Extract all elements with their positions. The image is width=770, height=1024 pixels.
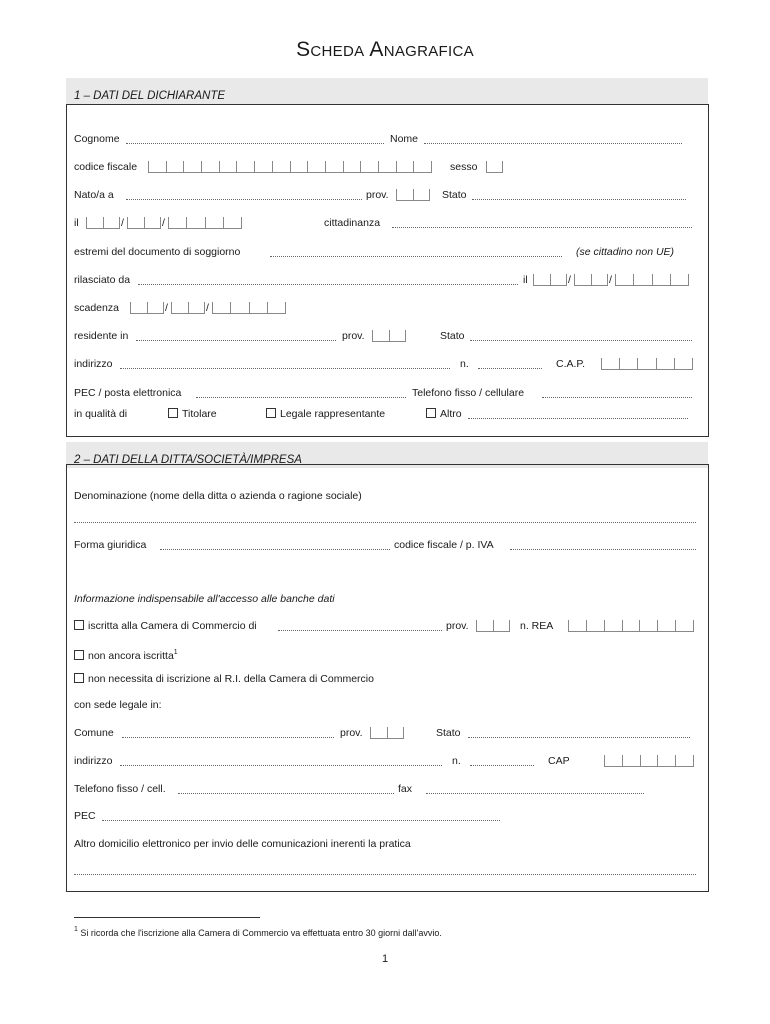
- iscritta-prov-cells[interactable]: [476, 620, 510, 632]
- residente-stato-field[interactable]: [470, 340, 692, 341]
- sede-telefono-field[interactable]: [178, 793, 394, 794]
- non-ancora-checkbox[interactable]: [74, 650, 84, 660]
- row-non-necessita: [74, 671, 696, 687]
- residente-prov-cells[interactable]: [372, 330, 406, 342]
- pec-field[interactable]: [196, 397, 406, 398]
- sede-prov-cells[interactable]: [370, 727, 404, 739]
- sede-stato-label: Stato: [436, 727, 461, 739]
- non-necessita-checkbox[interactable]: [74, 673, 84, 683]
- footnote-rule: [74, 917, 260, 918]
- nome-field[interactable]: [424, 143, 682, 144]
- se-cittadino-note: (se cittadino non UE): [576, 246, 675, 258]
- sesso-cell[interactable]: [486, 161, 503, 173]
- cittadinanza-field[interactable]: [392, 227, 692, 228]
- altro-label: Altro: [440, 408, 462, 420]
- sede-pec-field[interactable]: [102, 820, 500, 821]
- section-1-title: 1 – DATI DEL DICHIARANTE: [74, 90, 226, 102]
- codice-fiscale-cells[interactable]: [148, 161, 432, 173]
- sede-stato-field[interactable]: [468, 737, 690, 738]
- con-sede-label: con sede legale in:: [74, 699, 162, 711]
- denominazione-field[interactable]: [74, 522, 696, 523]
- sede-indirizzo-field[interactable]: [120, 765, 442, 766]
- titolare-option[interactable]: [168, 406, 217, 422]
- pec-label: PEC / posta elettronica: [74, 387, 182, 399]
- camera-commercio-field[interactable]: [278, 630, 442, 631]
- data-nascita-label: il: [74, 217, 79, 229]
- row-data-cittadinanza: il / / cittadinanza: [74, 215, 696, 231]
- scadenza-mese[interactable]: [171, 302, 205, 314]
- page-number: 1: [381, 953, 389, 965]
- legale-checkbox[interactable]: [266, 408, 276, 418]
- fax-field[interactable]: [426, 793, 644, 794]
- row-scadenza: scadenza / /: [74, 300, 696, 316]
- rilascio-anno[interactable]: [615, 274, 689, 286]
- scadenza-label: scadenza: [74, 302, 119, 314]
- sede-indirizzo-label: indirizzo: [74, 755, 113, 767]
- nato-prov-label: prov.: [366, 189, 389, 201]
- rea-cells[interactable]: [568, 620, 694, 632]
- nato-stato-field[interactable]: [472, 199, 686, 200]
- sede-cap-cells[interactable]: [604, 755, 694, 767]
- nato-a-label: Nato/a a: [74, 189, 114, 201]
- iscritta-option[interactable]: [74, 618, 257, 634]
- residente-stato-label: Stato: [440, 330, 465, 342]
- sesso-label: sesso: [450, 161, 478, 173]
- row-altro-domicilio: [74, 836, 696, 852]
- residente-prov-label: prov.: [342, 330, 365, 342]
- section-1-header: [66, 78, 708, 104]
- numero-label: n.: [460, 358, 469, 370]
- page-title: Scheda Anagrafica: [296, 38, 474, 61]
- row-documento: [74, 244, 696, 260]
- titolare-label: Titolare: [182, 408, 217, 420]
- footnote: [74, 926, 442, 938]
- cf-iva-field[interactable]: [510, 549, 696, 550]
- telefono-field[interactable]: [542, 397, 692, 398]
- row-pec: [74, 808, 696, 824]
- iscritta-label: iscritta alla Camera di Commercio di: [88, 620, 257, 632]
- comune-field[interactable]: [122, 737, 334, 738]
- sede-telefono-label: Telefono fisso / cell.: [74, 783, 166, 795]
- row-con-sede: [74, 697, 696, 713]
- fax-label: fax: [398, 783, 413, 795]
- altro-field[interactable]: [468, 418, 688, 419]
- row-cognome-nome: [74, 131, 696, 147]
- nato-a-field[interactable]: [126, 199, 362, 200]
- row-non-ancora: [74, 645, 696, 661]
- rilasciato-field[interactable]: [138, 284, 518, 285]
- row-denominazione: [74, 488, 696, 504]
- cittadinanza-label: cittadinanza: [324, 217, 381, 229]
- row-denominazione-line: [74, 510, 696, 526]
- altro-domicilio-label: Altro domicilio elettronico per invio delle comunicazioni inerenti la pratica: [74, 838, 411, 850]
- rea-label: n. REA: [520, 620, 554, 632]
- scadenza-anno[interactable]: [212, 302, 286, 314]
- sede-cap-label: CAP: [548, 755, 570, 767]
- row-residenza: [74, 328, 696, 344]
- row-indirizzo: [74, 356, 696, 372]
- nato-prov-cells[interactable]: [396, 189, 430, 201]
- row-comune: [74, 725, 696, 741]
- sede-numero-field[interactable]: [470, 765, 534, 766]
- data-nascita-anno[interactable]: [168, 217, 242, 229]
- data-nascita-mese[interactable]: [127, 217, 161, 229]
- sede-numero-label: n.: [452, 755, 461, 767]
- nome-label: Nome: [390, 133, 419, 145]
- cf-iva-label: codice fiscale / p. IVA: [394, 539, 494, 551]
- sede-prov-label: prov.: [340, 727, 363, 739]
- qualita-label: in qualità di: [74, 408, 128, 420]
- forma-giuridica-field[interactable]: [160, 549, 390, 550]
- legale-label: Legale rappresentante: [280, 408, 386, 420]
- row-forma-giuridica: [74, 537, 696, 553]
- section-2-title: 2 – DATI DELLA DITTA/SOCIETÀ/IMPRESA: [74, 454, 302, 466]
- estremi-label: estremi del documento di soggiorno: [74, 246, 241, 258]
- non-ancora-option[interactable]: [74, 645, 178, 664]
- residente-field[interactable]: [136, 340, 336, 341]
- row-iscritta: [74, 618, 696, 634]
- cap-cells[interactable]: [601, 358, 693, 370]
- legale-option[interactable]: [266, 406, 385, 422]
- cognome-label: Cognome: [74, 133, 120, 145]
- cognome-field[interactable]: [126, 143, 384, 144]
- row-nascita: [74, 187, 696, 203]
- forma-giuridica-label: Forma giuridica: [74, 539, 147, 551]
- estremi-field[interactable]: [270, 256, 562, 257]
- nato-stato-label: Stato: [442, 189, 467, 201]
- row-altro-domicilio-line: [74, 862, 696, 878]
- footnote-text: Si ricorda che l'iscrizione alla Camera di Commercio va effettuata entro 30 giorni dall'avvio.: [80, 928, 442, 938]
- iscritta-prov-label: prov.: [446, 620, 469, 632]
- indirizzo-label: indirizzo: [74, 358, 113, 370]
- row-codice-fiscale: [74, 159, 696, 175]
- non-necessita-option[interactable]: [74, 671, 374, 687]
- row-sede-indirizzo: [74, 753, 696, 769]
- scadenza-giorno[interactable]: [130, 302, 164, 314]
- iscritta-checkbox[interactable]: [74, 620, 84, 630]
- non-ancora-label: non ancora iscritta: [88, 650, 174, 662]
- footnote-mark: 1: [74, 926, 78, 933]
- altro-option[interactable]: [426, 406, 462, 422]
- codice-fiscale-label: codice fiscale: [74, 161, 138, 173]
- numero-field[interactable]: [478, 368, 542, 369]
- row-telefono-fax: [74, 781, 696, 797]
- info-banche-dati: Informazione indispensabile all'accesso alle banche dati: [74, 593, 335, 605]
- row-contatti: [74, 385, 696, 401]
- data-nascita-giorno[interactable]: [86, 217, 120, 229]
- altro-checkbox[interactable]: [426, 408, 436, 418]
- rilascio-giorno[interactable]: [533, 274, 567, 286]
- residente-label: residente in: [74, 330, 129, 342]
- row-info: [74, 591, 696, 607]
- row-rilasciato: rilasciato da il / /: [74, 272, 696, 288]
- rilascio-data-label: il: [523, 274, 528, 286]
- rilasciato-label: rilasciato da: [74, 274, 131, 286]
- titolare-checkbox[interactable]: [168, 408, 178, 418]
- footnote-ref: 1: [173, 649, 178, 656]
- denominazione-label: Denominazione (nome della ditta o azienda o ragione sociale): [74, 490, 362, 502]
- telefono-label: Telefono fisso / cellulare: [412, 387, 525, 399]
- indirizzo-field[interactable]: [120, 368, 450, 369]
- row-qualita: [74, 406, 696, 422]
- altro-domicilio-field[interactable]: [74, 874, 696, 875]
- sede-pec-label: PEC: [74, 810, 96, 822]
- rilascio-mese[interactable]: [574, 274, 608, 286]
- cap-label: C.A.P.: [556, 358, 585, 370]
- comune-label: Comune: [74, 727, 114, 739]
- non-necessita-label: non necessita di iscrizione al R.I. della Camera di Commercio: [88, 673, 374, 685]
